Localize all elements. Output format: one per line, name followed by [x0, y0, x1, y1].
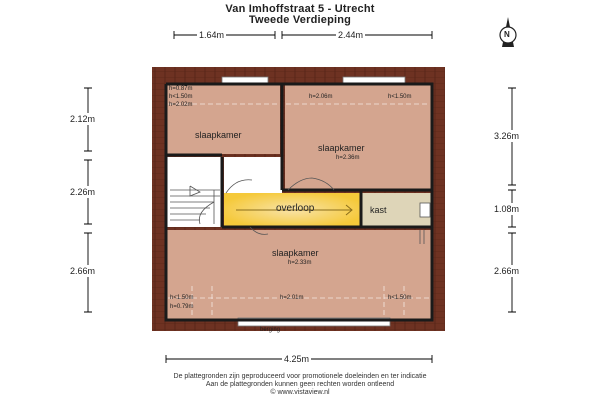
- dim-top-left: 1.64m: [199, 30, 225, 40]
- bedroom-3-height: h=2.33m: [288, 260, 312, 266]
- dim-right-lower: 2.66m: [494, 266, 520, 276]
- dim-right-middle: 1.08m: [494, 204, 520, 214]
- dim-bottom: 4.25m: [284, 354, 310, 364]
- bedroom-2-height: h=2.36m: [336, 155, 360, 161]
- bed3-height-b: h=0.79m: [170, 304, 194, 310]
- bedroom-3-label: slaapkamer: [272, 248, 319, 258]
- bed2-height-b: h<1.50m: [388, 94, 412, 100]
- dim-left-upper: 2.12m: [70, 114, 96, 124]
- floor-title: Tweede Verdieping: [248, 14, 352, 26]
- copyright-line: © www.vistaview.nl: [270, 389, 330, 396]
- dim-right-upper: 3.26m: [494, 131, 520, 141]
- bedroom-2-label: slaapkamer: [318, 143, 365, 153]
- dim-left-lower: 2.66m: [70, 266, 96, 276]
- disclaimer-line-2: Aan de plattegronden kunnen geen rechten worden ontleend: [205, 381, 395, 388]
- bed1-height-a: h=0.87m: [169, 86, 193, 92]
- compass-label: N: [504, 30, 510, 39]
- closet-fixture: [420, 203, 430, 217]
- bed2-height-a: h=2.06m: [309, 94, 333, 100]
- disclaimer-line-1: De plattegronden zijn geproduceerd voor promotionele doeleinden en ter indicatie: [173, 373, 427, 380]
- storage-label: berging: [260, 327, 281, 333]
- dim-top-right: 2.44m: [338, 30, 364, 40]
- bed1-height-b: h<1.50m: [169, 94, 193, 100]
- bed3-height-a: h<1.50m: [170, 295, 194, 301]
- address-title: Van Imhoffstraat 5 - Utrecht: [225, 3, 375, 15]
- bedroom-3-floor: [166, 230, 432, 320]
- bed3-height-c: h=2.01m: [280, 295, 304, 301]
- landing-connector: [224, 157, 282, 193]
- bed1-height-c: h=2.02m: [169, 102, 193, 108]
- bed3-height-d: h<1.50m: [388, 295, 412, 301]
- bedroom-1-label: slaapkamer: [195, 130, 242, 140]
- closet-label: kast: [370, 205, 387, 215]
- landing-label: overloop: [276, 203, 315, 214]
- dim-left-middle: 2.26m: [70, 187, 96, 197]
